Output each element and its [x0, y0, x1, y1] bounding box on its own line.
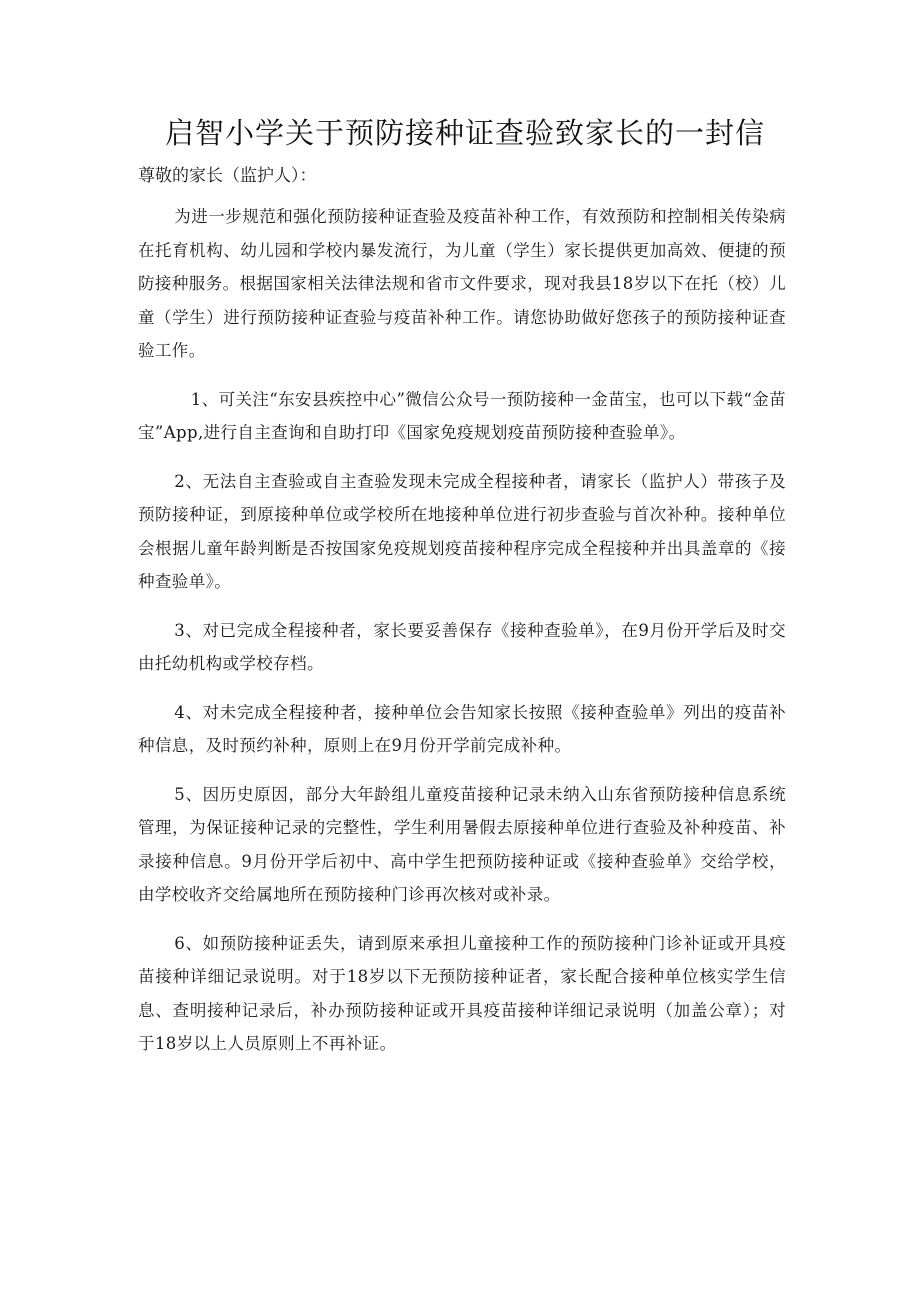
salutation: 尊敬的家长（监护人）：: [138, 166, 317, 186]
intro-paragraph: 为进一步规范和强化预防接种证查验及疫苗补种工作，有效预防和控制相关传染病在托育机构、幼儿园和学校内暴发流行，为儿童（学生）家长提供更加高效、便捷的预防接种服务。根据国家相关法律法规和省市文件要求，现对我县18岁以下在托（校）儿童（学生）进行预防接种证查验与疫苗补种工作。请您协助做好您孩子的预防接种证查验工作。: [138, 207, 786, 360]
item-1-paragraph: 1、可关注“东安县疾控中心”微信公众号一预防接种一金苗宝，也可以下载“金苗宝”App,进行自主查询和自助打印《国家免疫规划疫苗预防接种查验单》。: [138, 389, 786, 442]
item-6-paragraph: 6、如预防接种证丢失，请到原来承担儿童接种工作的预防接种门诊补证或开具疫苗接种详细记录说明。对于18岁以下无预防接种证者，家长配合接种单位核实学生信息、查明接种记录后，补办预防接种证或开具疫苗接种详细记录说明（加盖公章）；对于18岁以上人员原则上不再补证。: [138, 933, 786, 1053]
letter-title: 启智小学关于预防接种证查验致家长的一封信: [164, 116, 765, 150]
item-4-paragraph: 4、对未完成全程接种者，接种单位会告知家长按照《接种查验单》列出的疫苗补种信息，及时预约补种，原则上在9月份开学前完成补种。: [138, 702, 786, 755]
letter-body: [138, 200, 786, 1076]
item-3-paragraph: 3、对已完成全程接种者，家长要妥善保存《接种查验单》，在9月份开学后及时交由托幼机构或学校存档。: [138, 620, 786, 673]
item-5-paragraph: 5、因历史原因，部分大年龄组儿童疫苗接种记录未纳入山东省预防接种信息系统管理，为保证接种记录的完整性，学生利用暑假去原接种单位进行查验及补种疫苗、补录接种信息。9月份开学后初中、高中学生把预防接种证或《接种查验单》交给学校，由学校收齐交给属地所在预防接种门诊再次核对或补录。: [138, 784, 786, 904]
item-2-paragraph: 2、无法自主查验或自主查验发现未完成全程接种者，请家长（监护人）带孩子及预防接种证，到原接种单位或学校所在地接种单位进行初步查验与首次补种。接种单位会根据儿童年龄判断是否按国家免疫规划疫苗接种程序完成全程接种并出具盖章的《接种查验单》。: [138, 471, 786, 591]
